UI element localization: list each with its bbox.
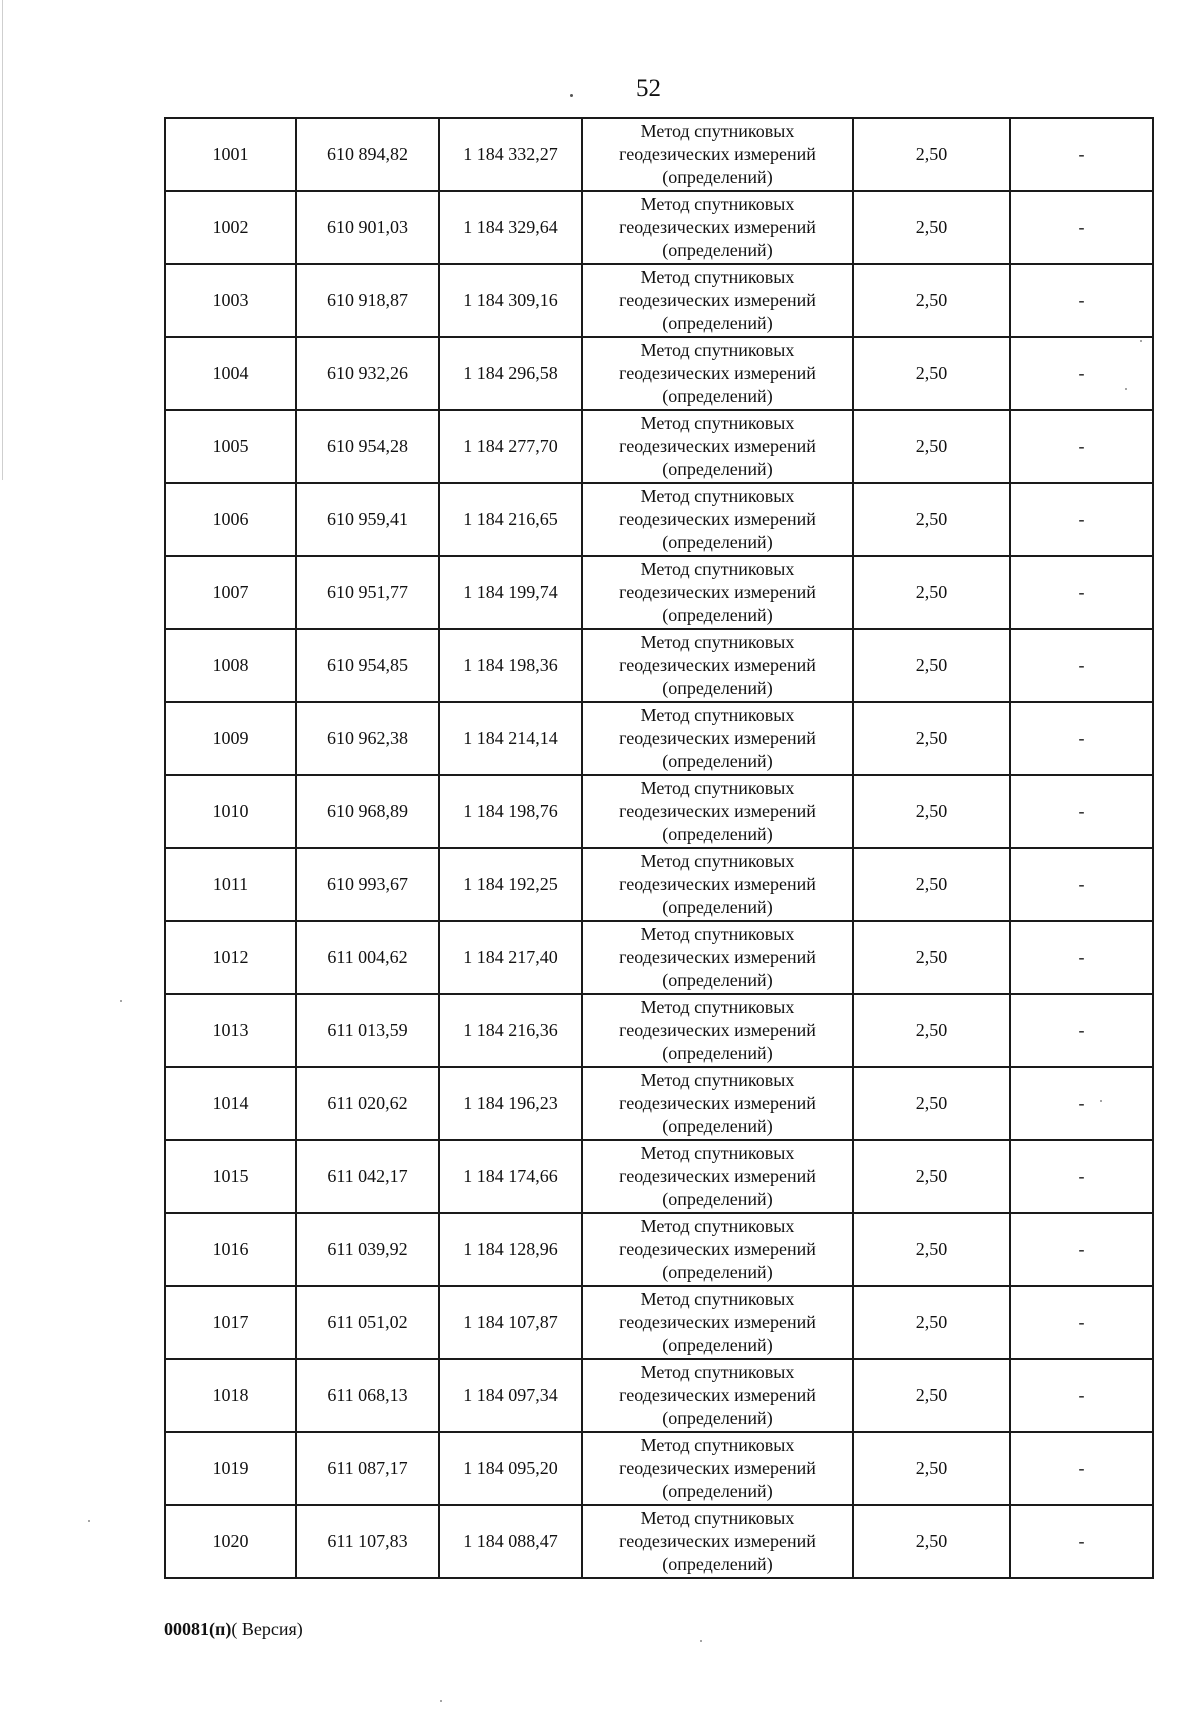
method-cell [582,118,853,191]
scan-speck [1125,388,1127,390]
accuracy-cell: 2,50 [853,1359,1010,1432]
x-coordinate-cell: 610 954,85 [296,629,439,702]
point-number-cell: 1005 [165,410,296,483]
y-coordinate-cell: 1 184 217,40 [439,921,582,994]
y-coordinate-cell: 1 184 296,58 [439,337,582,410]
table-row [165,1505,1153,1578]
point-number-cell: 1009 [165,702,296,775]
method-line: Метод спутниковых [640,851,795,871]
method-line: Метод спутниковых [640,1508,795,1528]
coordinates-table-body [165,118,1153,1578]
note-cell: - [1010,1505,1153,1578]
method-line: (определений) [662,1116,773,1136]
note-cell: - [1010,629,1153,702]
method-line: Метод спутниковых [640,194,795,214]
x-coordinate-cell: 611 020,62 [296,1067,439,1140]
scan-speck [88,1520,90,1522]
method-cell [582,921,853,994]
scan-speck [1140,340,1142,342]
accuracy-cell: 2,50 [853,1286,1010,1359]
method-line: геодезических измерений [619,1312,816,1332]
y-coordinate-cell: 1 184 198,36 [439,629,582,702]
table-row [165,1286,1153,1359]
method-line: (определений) [662,897,773,917]
method-line: геодезических измерений [619,290,816,310]
page-number: 52 [636,75,661,102]
accuracy-cell: 2,50 [853,1213,1010,1286]
method-cell [582,1505,853,1578]
point-number-cell: 1008 [165,629,296,702]
method-line: (определений) [662,1262,773,1282]
method-cell [582,1359,853,1432]
method-cell [582,848,853,921]
table-row [165,1213,1153,1286]
method-line: геодезических измерений [619,1020,816,1040]
form-code: 00081(п) [164,1619,232,1639]
table-row [165,410,1153,483]
method-line: Метод спутниковых [640,632,795,652]
method-line: геодезических измерений [619,1458,816,1478]
scan-speck [700,1640,702,1642]
y-coordinate-cell: 1 184 216,65 [439,483,582,556]
y-coordinate-cell: 1 184 097,34 [439,1359,582,1432]
method-line: геодезических измерений [619,655,816,675]
note-cell: - [1010,1286,1153,1359]
method-line: Метод спутниковых [640,705,795,725]
method-line: Метод спутниковых [640,1289,795,1309]
table-row [165,848,1153,921]
accuracy-cell: 2,50 [853,118,1010,191]
note-cell: - [1010,775,1153,848]
point-number-cell: 1001 [165,118,296,191]
method-cell [582,775,853,848]
method-cell [582,629,853,702]
method-line: геодезических измерений [619,217,816,237]
x-coordinate-cell: 611 068,13 [296,1359,439,1432]
method-line: Метод спутниковых [640,997,795,1017]
table-row [165,264,1153,337]
method-line: (определений) [662,970,773,990]
method-line: Метод спутниковых [640,1070,795,1090]
note-cell: - [1010,1213,1153,1286]
y-coordinate-cell: 1 184 198,76 [439,775,582,848]
method-cell [582,264,853,337]
method-line: геодезических измерений [619,363,816,383]
scan-mark [570,94,573,97]
note-cell: - [1010,1140,1153,1213]
y-coordinate-cell: 1 184 174,66 [439,1140,582,1213]
method-cell [582,702,853,775]
accuracy-cell: 2,50 [853,264,1010,337]
table-row [165,921,1153,994]
y-coordinate-cell: 1 184 277,70 [439,410,582,483]
method-line: Метод спутниковых [640,413,795,433]
accuracy-cell: 2,50 [853,1432,1010,1505]
table-row [165,702,1153,775]
form-version: ( Версия) [231,1619,303,1639]
method-line: (определений) [662,1481,773,1501]
y-coordinate-cell: 1 184 199,74 [439,556,582,629]
method-line: Метод спутниковых [640,486,795,506]
accuracy-cell: 2,50 [853,994,1010,1067]
scan-speck [440,1700,442,1702]
x-coordinate-cell: 610 918,87 [296,264,439,337]
method-line: (определений) [662,1408,773,1428]
note-cell: - [1010,1067,1153,1140]
table-row [165,629,1153,702]
note-cell: - [1010,848,1153,921]
x-coordinate-cell: 610 959,41 [296,483,439,556]
point-number-cell: 1018 [165,1359,296,1432]
point-number-cell: 1015 [165,1140,296,1213]
table-row [165,337,1153,410]
method-line: Метод спутниковых [640,1362,795,1382]
method-cell [582,410,853,483]
point-number-cell: 1017 [165,1286,296,1359]
point-number-cell: 1016 [165,1213,296,1286]
note-cell: - [1010,1432,1153,1505]
accuracy-cell: 2,50 [853,191,1010,264]
method-line: Метод спутниковых [640,340,795,360]
table-row [165,556,1153,629]
method-line: (определений) [662,167,773,187]
accuracy-cell: 2,50 [853,702,1010,775]
note-cell: - [1010,556,1153,629]
table-row [165,483,1153,556]
point-number-cell: 1013 [165,994,296,1067]
accuracy-cell: 2,50 [853,337,1010,410]
x-coordinate-cell: 610 894,82 [296,118,439,191]
accuracy-cell: 2,50 [853,848,1010,921]
y-coordinate-cell: 1 184 088,47 [439,1505,582,1578]
method-line: геодезических измерений [619,801,816,821]
method-line: геодезических измерений [619,509,816,529]
accuracy-cell: 2,50 [853,410,1010,483]
y-coordinate-cell: 1 184 329,64 [439,191,582,264]
note-cell: - [1010,1359,1153,1432]
x-coordinate-cell: 610 901,03 [296,191,439,264]
method-line: геодезических измерений [619,436,816,456]
note-cell: - [1010,410,1153,483]
method-cell [582,1286,853,1359]
method-line: (определений) [662,751,773,771]
accuracy-cell: 2,50 [853,1505,1010,1578]
method-line: геодезических измерений [619,1166,816,1186]
x-coordinate-cell: 611 004,62 [296,921,439,994]
table-row [165,1067,1153,1140]
scan-speck [120,1000,122,1002]
accuracy-cell: 2,50 [853,629,1010,702]
y-coordinate-cell: 1 184 332,27 [439,118,582,191]
x-coordinate-cell: 611 051,02 [296,1286,439,1359]
x-coordinate-cell: 610 951,77 [296,556,439,629]
point-number-cell: 1002 [165,191,296,264]
method-cell [582,1140,853,1213]
method-line: Метод спутниковых [640,267,795,287]
note-cell: - [1010,483,1153,556]
method-line: геодезических измерений [619,1239,816,1259]
x-coordinate-cell: 610 954,28 [296,410,439,483]
method-cell [582,1067,853,1140]
y-coordinate-cell: 1 184 214,14 [439,702,582,775]
method-line: Метод спутниковых [640,778,795,798]
table-row [165,775,1153,848]
x-coordinate-cell: 610 962,38 [296,702,439,775]
point-number-cell: 1004 [165,337,296,410]
method-cell [582,1432,853,1505]
accuracy-cell: 2,50 [853,1067,1010,1140]
note-cell: - [1010,118,1153,191]
point-number-cell: 1014 [165,1067,296,1140]
method-line: Метод спутниковых [640,924,795,944]
x-coordinate-cell: 610 932,26 [296,337,439,410]
method-line: (определений) [662,1335,773,1355]
y-coordinate-cell: 1 184 216,36 [439,994,582,1067]
note-cell: - [1010,337,1153,410]
method-line: Метод спутниковых [640,121,795,141]
method-cell [582,994,853,1067]
point-number-cell: 1012 [165,921,296,994]
point-number-cell: 1003 [165,264,296,337]
table-row [165,191,1153,264]
method-line: Метод спутниковых [640,1435,795,1455]
method-line: Метод спутниковых [640,1216,795,1236]
accuracy-cell: 2,50 [853,556,1010,629]
method-line: (определений) [662,1189,773,1209]
method-line: геодезических измерений [619,728,816,748]
accuracy-cell: 2,50 [853,775,1010,848]
method-line: геодезических измерений [619,582,816,602]
x-coordinate-cell: 611 087,17 [296,1432,439,1505]
accuracy-cell: 2,50 [853,483,1010,556]
point-number-cell: 1011 [165,848,296,921]
point-number-cell: 1006 [165,483,296,556]
scan-edge-line [2,0,3,480]
table-row [165,1359,1153,1432]
method-line: геодезических измерений [619,947,816,967]
table-row [165,118,1153,191]
x-coordinate-cell: 611 042,17 [296,1140,439,1213]
method-line: Метод спутниковых [640,559,795,579]
note-cell: - [1010,264,1153,337]
x-coordinate-cell: 610 968,89 [296,775,439,848]
method-line: (определений) [662,386,773,406]
y-coordinate-cell: 1 184 095,20 [439,1432,582,1505]
note-cell: - [1010,994,1153,1067]
y-coordinate-cell: 1 184 107,87 [439,1286,582,1359]
point-number-cell: 1007 [165,556,296,629]
table-row [165,1140,1153,1213]
y-coordinate-cell: 1 184 128,96 [439,1213,582,1286]
method-line: (определений) [662,532,773,552]
note-cell: - [1010,191,1153,264]
scan-speck [1100,1100,1102,1102]
method-line: (определений) [662,678,773,698]
method-line: (определений) [662,1554,773,1574]
note-cell: - [1010,921,1153,994]
method-cell [582,483,853,556]
note-cell: - [1010,702,1153,775]
table-row [165,1432,1153,1505]
x-coordinate-cell: 611 039,92 [296,1213,439,1286]
method-line: геодезических измерений [619,1093,816,1113]
x-coordinate-cell: 611 107,83 [296,1505,439,1578]
accuracy-cell: 2,50 [853,921,1010,994]
method-cell [582,1213,853,1286]
y-coordinate-cell: 1 184 196,23 [439,1067,582,1140]
method-line: Метод спутниковых [640,1143,795,1163]
method-line: (определений) [662,459,773,479]
accuracy-cell: 2,50 [853,1140,1010,1213]
point-number-cell: 1020 [165,1505,296,1578]
x-coordinate-cell: 611 013,59 [296,994,439,1067]
x-coordinate-cell: 610 993,67 [296,848,439,921]
point-number-cell: 1019 [165,1432,296,1505]
method-cell [582,191,853,264]
table-row [165,994,1153,1067]
y-coordinate-cell: 1 184 309,16 [439,264,582,337]
method-line: (определений) [662,605,773,625]
method-line: (определений) [662,240,773,260]
method-line: (определений) [662,1043,773,1063]
method-cell [582,556,853,629]
method-line: (определений) [662,313,773,333]
form-version-footer [164,1618,303,1640]
method-cell [582,337,853,410]
method-line: геодезических измерений [619,1385,816,1405]
method-line: геодезических измерений [619,144,816,164]
method-line: геодезических измерений [619,1531,816,1551]
method-line: геодезических измерений [619,874,816,894]
method-line: (определений) [662,824,773,844]
point-number-cell: 1010 [165,775,296,848]
y-coordinate-cell: 1 184 192,25 [439,848,582,921]
coordinates-table [164,117,1154,1579]
